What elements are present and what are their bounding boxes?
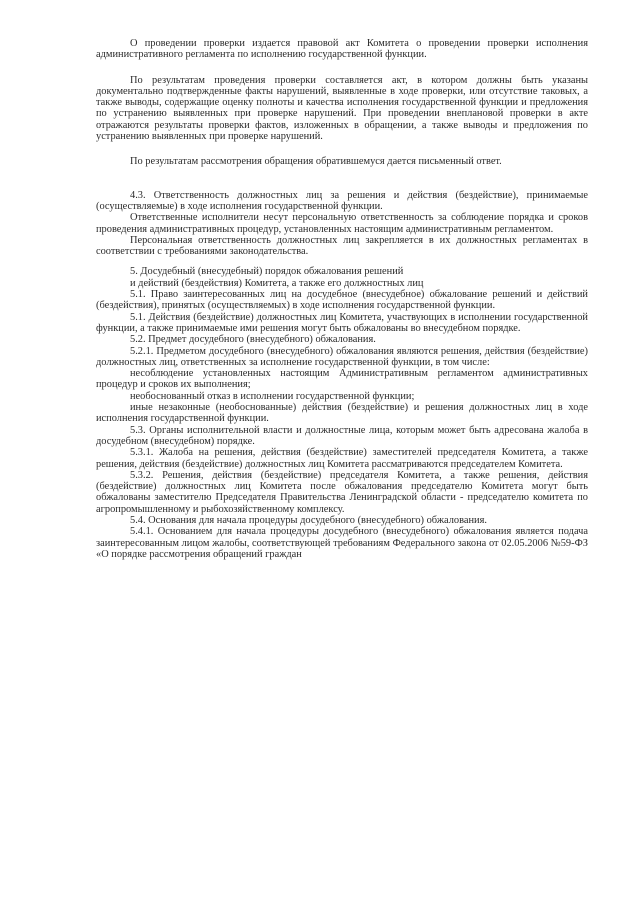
paragraph-inspection-act: О проведении проверки издается правовой акт Комитета о проведении проверки исполнения административного регламента по исполнению государственной функции. — [96, 38, 588, 61]
paragraph-5-4-1: 5.4.1. Основанием для начала процедуры досудебного (внесудебного) обжалования является подача заинтересованным лицом жалобы, соответствующей требованиям Федерального закона от 02.05.2006 №59-ФЗ «О порядке рассмотрения обращений граждан — [96, 526, 588, 560]
paragraph-5-1-actions: 5.1. Действия (бездействие) должностных лиц Комитета, участвующих в исполнении государственной функции, а также принимаемые ими решения могут быть обжалованы во внесудебном порядке. — [96, 311, 588, 334]
paragraph-4-3: 4.3. Ответственность должностных лиц за решения и действия (бездействие), принимаемые (осуществляемые) в ходе исполнения государственной функции. — [96, 189, 588, 212]
paragraph-5-2-1: 5.2.1. Предметом досудебного (внесудебного) обжалования являются решения, действия (бездействие) должностных лиц, ответственных за исполнение государственной функции, в том числе: — [96, 345, 588, 368]
paragraph-5-2: 5.2. Предмет досудебного (внесудебного) обжалования. — [130, 334, 376, 346]
paragraph-inspection-results: По результатам проведения проверки составляется акт, в котором должны быть указаны документально подтвержденные факты нарушений, выявленные в ходе проверки, или отсутствие таковых, а также выводы, содержащие оценку полноты и качества исполнения государственной функции и предложения по устранению выявленных при проверке нарушений. При проведении внеплановой проверки в акте отражаются результаты проверки фактов, изложенных в обращении, а также выводы и предложения по устранению выявленных при проверке нарушений. — [96, 74, 588, 143]
section-5-heading-line-2: и действий (бездействия) Комитета, а также его должностных лиц — [130, 277, 424, 289]
paragraph-5-4: 5.4. Основания для начала процедуры досудебного (внесудебного) обжалования. — [130, 514, 487, 526]
list-item-other-illegal-actions: иные незаконные (необоснованные) действия (бездействие) и решения должностных лиц в ходе исполнения государственной функции. — [96, 402, 588, 425]
list-item-unjustified-refusal: необоснованный отказ в исполнении государственной функции; — [130, 390, 415, 402]
paragraph-5-3-2: 5.3.2. Решения, действия (бездействие) председателя Комитета, а также решения, действия (бездействие) должностных лиц Комитета после обжалования председателю Комитета могут быть обжалованы заместителю Председателя Правительства Ленинградской области - председателю комитета по агропромышленному и рыбохозяйственному комплексу. — [96, 469, 588, 515]
paragraph-5-1-right: 5.1. Право заинтересованных лиц на досудебное (внесудебное) обжалование решений и действий (бездействия), принятых (осуществляемых) в ходе исполнения государственной функции. — [96, 289, 588, 312]
paragraph-written-answer: По результатам рассмотрения обращения обратившемуся дается письменный ответ. — [130, 156, 502, 168]
section-5-heading-line-1: 5. Досудебный (внесудебный) порядок обжалования решений — [130, 266, 404, 278]
document-body — [96, 38, 588, 560]
paragraph-5-3: 5.3. Органы исполнительной власти и должностные лица, которым может быть адресована жалоба в досудебном (внесудебном) порядке. — [96, 424, 588, 447]
paragraph-5-3-1: 5.3.1. Жалоба на решения, действия (бездействие) заместителей председателя Комитета, а также решения, действия (бездействие) должностных лиц Комитета рассматриваются председателем Комитета. — [96, 447, 588, 470]
paragraph-responsible-executors: Ответственные исполнители несут персональную ответственность за соблюдение порядка и сроков проведения административных процедур, установленных настоящим административным регламентом. — [96, 212, 588, 235]
list-item-non-compliance: несоблюдение установленных настоящим Административным регламентом административных процедур и сроков их выполнения; — [96, 368, 588, 391]
paragraph-personal-responsibility: Персональная ответственность должностных лиц закрепляется в их должностных регламентах в соответствии с требованиями законодательства. — [96, 234, 588, 258]
